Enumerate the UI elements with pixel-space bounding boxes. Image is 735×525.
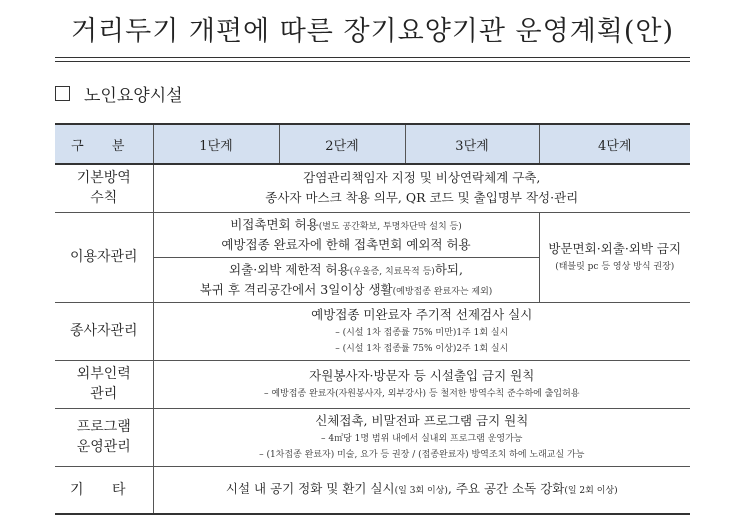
row-program-content: 신체접촉, 비말전파 프로그램 금지 원칙 – 4㎡당 1명 범위 내에서 실내외 프로그램 운영가능 – (1차접종 완료자) 미술, 요가 등 권장 / (접종완료자) 방역조치 하에 노래교실 가능: [153, 408, 690, 466]
page-title: 거리두기 개편에 따른 장기요양기관 운영계획(안): [70, 16, 675, 47]
row-basic-content: 감염관리책임자 지정 및 비상연락체계 구축, 종사자 마스크 착용 의무, QR 코드 및 출입명부 작성·관리: [153, 164, 690, 212]
row-category-basic: 기본방역 수칙: [55, 164, 153, 212]
visitor-stage4-cell: 방문면회·외출·외박 금지 (태블릿 pc 등 영상 방식 권장): [539, 212, 690, 302]
table-row: [55, 466, 690, 514]
header-stage-4: 4단계: [539, 124, 690, 164]
header-stage-1: 1단계: [153, 124, 279, 164]
table-row: [55, 164, 690, 212]
table-row: [55, 212, 690, 257]
row-category-program: 프로그램 운영관리: [55, 408, 153, 466]
table-header-row: [55, 124, 690, 164]
header-stage-2: 2단계: [279, 124, 405, 164]
table-row: [55, 408, 690, 466]
table-row: [55, 302, 690, 360]
section-label: 노인요양시설: [84, 85, 183, 106]
table-row: [55, 360, 690, 408]
row-etc-content: 시설 내 공기 정화 및 환기 실시(일 3회 이상), 주요 공간 소독 강화(일 2회 이상): [153, 466, 690, 514]
row-category-visitor: 이용자관리: [55, 212, 153, 302]
row-category-external: 외부인력 관리: [55, 360, 153, 408]
visitor-outing-cell: 외출·외박 제한적 허용(우울증, 치료목적 등)하되, 복귀 후 격리공간에서 3일이상 생활(예방접종 완료자는 제외): [153, 257, 539, 302]
row-external-content: 자원봉사자·방문자 등 시설출입 금지 원칙 – 예방접종 완료자(자원봉사자, 외부강사) 등 철저한 방역수칙 준수하에 출입허용: [153, 360, 690, 408]
header-category: 구 분: [55, 124, 153, 164]
row-category-etc: 기 타: [55, 466, 153, 514]
plan-table: [55, 123, 690, 515]
title-underline: [55, 57, 690, 58]
visitor-visit-cell: 비접촉면회 허용(별도 공간확보, 투명차단막 설치 등) 예방접종 완료자에 한해 접촉면회 예외적 허용: [153, 212, 539, 257]
header-stage-3: 3단계: [405, 124, 539, 164]
row-category-staff: 종사자관리: [55, 302, 153, 360]
section-heading: [55, 82, 183, 104]
row-staff-content: 예방접종 미완료자 주기적 선제검사 실시 – (시설 1차 접종률 75% 미만)1주 1회 실시 – (시설 1차 접종률 75% 이상)2주 1회 실시: [153, 302, 690, 360]
title-underline-double: [55, 61, 690, 62]
checkbox-icon: [55, 86, 70, 101]
